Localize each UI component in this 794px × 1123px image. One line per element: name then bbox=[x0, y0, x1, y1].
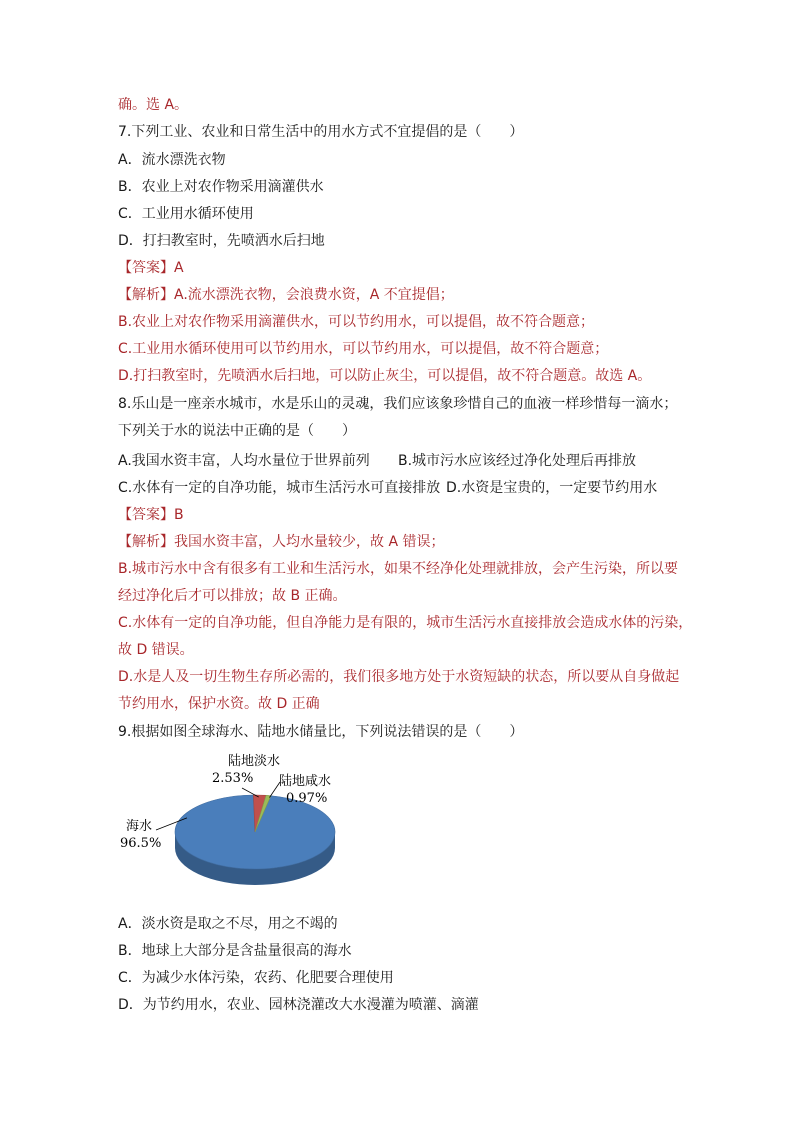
q9-stem: 9.根据如图全球海水、陆地水储量比，下列说法错误的是（ ） bbox=[118, 724, 524, 740]
q9-option-c: C．为减少水体污染，农药、化肥要合理使用 bbox=[118, 970, 394, 986]
q8-answer-tag: 【答案】 bbox=[118, 507, 174, 523]
q7-analysis-2: B.农业上对农作物采用滴灌供水，可以节约用水，可以提倡，故不符合题意； bbox=[118, 314, 595, 330]
q7-analysis-3: C.工业用水循环使用可以节约用水，可以节约用水，可以提倡，故不符合题意； bbox=[118, 341, 609, 357]
slice-label-freshwater-value: 2.53% bbox=[212, 771, 254, 786]
slice-label-seawater-value: 96.5% bbox=[120, 836, 162, 851]
slice-label-saltland-value: 0.97% bbox=[286, 791, 328, 806]
q9-option-a: A．淡水资是取之不尽，用之不竭的 bbox=[118, 916, 338, 932]
q8-stem-2: 下列关于水的说法中正确的是（ ） bbox=[118, 423, 356, 439]
q7-analysis-tag: 【解析】 bbox=[118, 287, 174, 303]
q8-analysis-2: B.城市污水中含有很多有工业和生活污水，如果不经净化处理就排放，会产生污染，所以要 bbox=[118, 561, 679, 577]
q9-option-b: B．地球上大部分是含盐量很高的海水 bbox=[118, 943, 352, 959]
slice-label-saltland-name: 陆地咸水 bbox=[279, 774, 332, 789]
q8-analysis-text-1: 我国水资丰富，人均水量较少，故 A 错误； bbox=[174, 534, 445, 550]
q7-option-a: A．流水漂洗衣物 bbox=[118, 152, 226, 168]
q7-stem: 7.下列工业、农业和日常生活中的用水方式不宜提倡的是（ ） bbox=[118, 124, 524, 140]
q8-option-a: A.我国水资丰富，人均水量位于世界前列 bbox=[118, 453, 370, 469]
q8-analysis-tag: 【解析】 bbox=[118, 534, 174, 550]
q8-analysis-4: C.水体有一定的自净功能，但自净能力是有限的，城市生活污水直接排放会造成水体的污染， bbox=[118, 615, 693, 631]
q8-analysis-5: 故 D 错误。 bbox=[118, 642, 194, 658]
slice-label-seawater-name: 海水 bbox=[126, 819, 153, 834]
q8-analysis-7: 节约用水，保护水资。故 D 正确 bbox=[118, 696, 320, 712]
q7-analysis-1 bbox=[118, 285, 454, 305]
q8-option-d: D.水资是宝贵的，一定要节约用水 bbox=[446, 480, 658, 496]
q8-option-c: C.水体有一定的自净功能，城市生活污水可直接排放 bbox=[118, 480, 441, 496]
q8-answer bbox=[118, 505, 184, 525]
q7-option-d: D．打扫教室时，先喷洒水后扫地 bbox=[118, 233, 325, 249]
q8-analysis-1 bbox=[118, 532, 444, 552]
slice-label-freshwater-name: 陆地淡水 bbox=[228, 754, 281, 769]
q8-answer-value: B bbox=[174, 507, 184, 523]
q7-analysis-4: D.打扫教室时，先喷洒水后扫地，可以防止灰尘，可以提倡，故不符合题意。故选 A。 bbox=[118, 368, 652, 384]
water-storage-pie-chart bbox=[118, 752, 378, 902]
q7-answer-tag: 【答案】 bbox=[118, 260, 174, 276]
q8-stem-1: 8.乐山是一座亲水城市，水是乐山的灵魂，我们应该象珍惜自己的血液一样珍惜每一滴水； bbox=[118, 396, 678, 412]
q8-analysis-6: D.水是人及一切生物生存所必需的，我们很多地方处于水资短缺的状态，所以要从自身做起 bbox=[118, 669, 680, 685]
q8-option-b: B.城市污水应该经过净化处理后再排放 bbox=[398, 453, 637, 469]
q7-analysis-text-1: A.流水漂洗衣物，会浪费水资，A 不宜提倡； bbox=[174, 287, 454, 303]
q7-answer-value: A bbox=[174, 260, 184, 276]
q7-option-c: C．工业用水循环使用 bbox=[118, 206, 254, 222]
q7-option-b: B．农业上对农作物采用滴灌供水 bbox=[118, 179, 324, 195]
q9-option-d: D．为节约用水，农业、园林浇灌改大水漫灌为喷灌、滴灌 bbox=[118, 997, 479, 1013]
prev-answer-tail: 确。选 A。 bbox=[118, 97, 189, 113]
q7-answer bbox=[118, 258, 184, 278]
q8-analysis-3: 经过净化后才可以排放；故 B 正确。 bbox=[118, 588, 347, 604]
